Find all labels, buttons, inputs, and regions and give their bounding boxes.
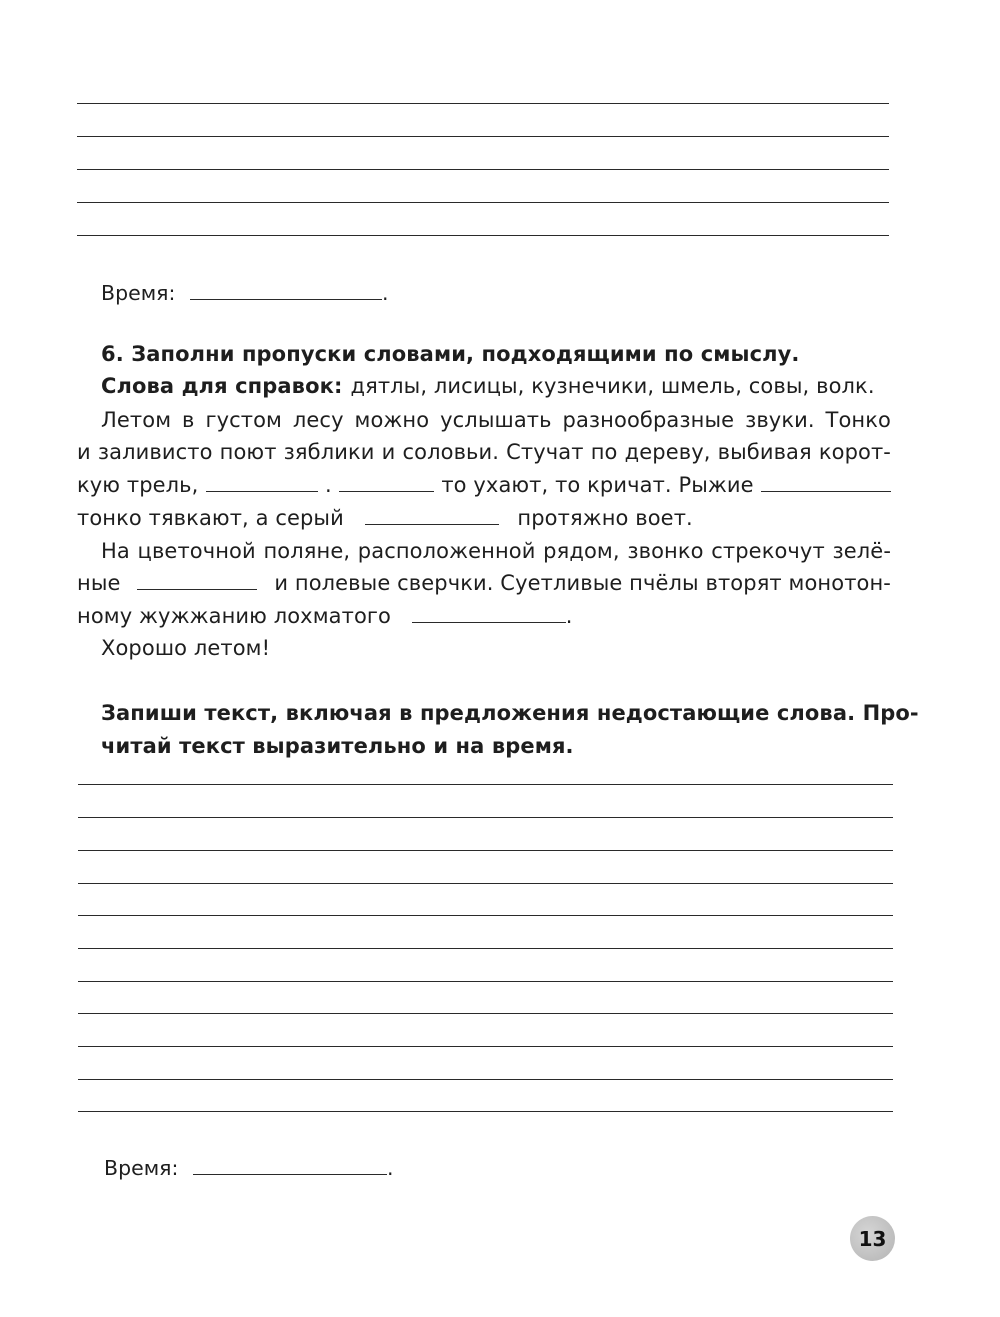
- text-line-1: Летом в густом лесу можно услышать разнообразные звуки. Тонко: [101, 408, 891, 432]
- time-row-bottom: [104, 1155, 393, 1180]
- text-line-5: На цветочной поляне, расположенной рядом, звонко стрекочут зелё-: [101, 539, 891, 563]
- instruction-line-1: Запиши текст, включая в предложения недостающие слова. Про-: [101, 701, 919, 725]
- writing-line: [77, 169, 889, 170]
- text-line-8: Хорошо летом!: [101, 636, 271, 660]
- writing-line: [78, 817, 893, 818]
- text-fragment: то ухают, то кричат. Рыжие: [441, 473, 754, 497]
- writing-line: [78, 948, 893, 949]
- writing-line: [77, 235, 889, 236]
- writing-line: [78, 883, 893, 884]
- time-input-blank[interactable]: [193, 1155, 387, 1175]
- text-line-7: [77, 604, 891, 628]
- writing-line: [78, 915, 893, 916]
- time-label: Время:: [101, 281, 176, 305]
- time-row-top: [101, 280, 388, 305]
- time-end: .: [381, 281, 389, 305]
- writing-line: [78, 850, 893, 851]
- task-6-title: 6. Заполни пропуски словами, подходящими по смыслу.: [101, 342, 800, 366]
- writing-line: [78, 784, 893, 785]
- blank-grasshoppers[interactable]: [137, 571, 257, 590]
- text-line-3: [77, 473, 891, 497]
- text-fragment: тонко тявкают, а серый: [77, 506, 344, 530]
- text-fragment: .: [565, 604, 573, 628]
- writing-line: [77, 103, 889, 104]
- writing-line: [78, 1111, 893, 1112]
- text-fragment: ные: [77, 571, 121, 595]
- hints-line: [101, 374, 894, 398]
- writing-line: [77, 202, 889, 203]
- blank-foxes[interactable]: [761, 473, 891, 492]
- blank-wolf[interactable]: [365, 506, 499, 525]
- blank-owls[interactable]: [339, 473, 434, 492]
- text-fragment: и полевые сверчки. Суетливые пчёлы вторят монотон-: [274, 571, 891, 595]
- text-fragment: .: [324, 473, 332, 497]
- time-end: .: [386, 1156, 394, 1180]
- writing-line: [78, 981, 893, 982]
- text-line-4: [77, 506, 891, 530]
- text-line-2: и заливисто поют зяблики и соловьи. Стучат по дереву, выбивая корот-: [77, 440, 891, 464]
- text-fragment: ному жужжанию лохматого: [77, 604, 391, 628]
- text-fragment: протяжно воет.: [517, 506, 693, 530]
- page-number: 13: [850, 1216, 895, 1261]
- writing-line: [78, 1046, 893, 1047]
- time-input-blank[interactable]: [190, 280, 382, 300]
- blank-woodpeckers[interactable]: [206, 473, 318, 492]
- time-label: Время:: [104, 1156, 179, 1180]
- writing-line: [78, 1013, 893, 1014]
- writing-line: [78, 1079, 893, 1080]
- text-fragment: кую трель,: [77, 473, 199, 497]
- blank-bumblebee[interactable]: [412, 604, 566, 623]
- writing-line: [77, 136, 889, 137]
- hints-words: дятлы, лисицы, кузнечики, шмель, совы, волк.: [350, 374, 875, 398]
- instruction-line-2: читай текст выразительно и на время.: [101, 734, 574, 758]
- hints-label: Слова для справок:: [101, 374, 343, 398]
- text-line-6: [77, 571, 891, 595]
